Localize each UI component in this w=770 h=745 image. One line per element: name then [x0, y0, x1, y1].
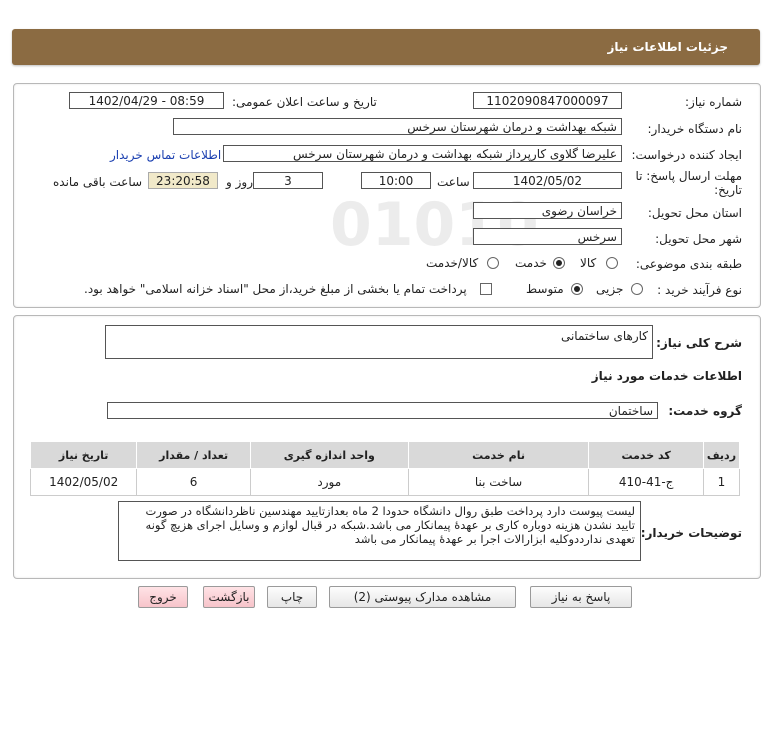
view-attachments-button[interactable]: مشاهده مدارک پیوستی (2): [329, 586, 516, 608]
col-header-service-name: نام خدمت: [408, 442, 589, 469]
deadline-date-label: تاریخ:: [714, 183, 742, 197]
requester-field: علیرضا گلاوی کارپرداز شبکه بهداشت و درمان شهرستان سرخس: [223, 145, 622, 162]
cell-row-number: 1: [703, 469, 739, 496]
process-option-minor: جزیی: [596, 282, 624, 296]
days-field: 3: [253, 172, 323, 189]
process-radio-medium[interactable]: [571, 283, 583, 295]
col-header-quantity: تعداد / مقدار: [137, 442, 251, 469]
need-info-panel: [13, 83, 761, 308]
days-label: روز و: [226, 175, 253, 189]
buyer-org-label: نام دستگاه خریدار:: [647, 122, 742, 136]
deadline-time-label: ساعت: [437, 175, 470, 189]
remaining-time-field: 23:20:58: [148, 172, 218, 189]
exit-button[interactable]: خروج: [138, 586, 188, 608]
cell-service-code: ج-41-410: [589, 469, 704, 496]
general-desc-field: کارهای ساختمانی: [105, 325, 653, 359]
deadline-date-field: 1402/05/02: [473, 172, 622, 189]
treasury-payment-note: پرداخت تمام یا بخشی از مبلغ خرید،از محل "اسناد خزانه اسلامی" خواهد بود.: [84, 282, 467, 296]
buyer-contact-link[interactable]: اطلاعات تماس خریدار: [110, 148, 222, 162]
process-option-medium: متوسط: [526, 282, 564, 296]
remaining-time-label: ساعت باقی مانده: [53, 175, 143, 189]
city-label: شهر محل تحویل:: [655, 232, 742, 246]
category-radio-service[interactable]: [553, 257, 565, 269]
cell-quantity: 6: [137, 469, 251, 496]
requester-label: ایجاد کننده درخواست:: [631, 148, 742, 162]
service-group-label: گروه خدمت:: [668, 404, 742, 418]
services-info-title: اطلاعات خدمات مورد نیاز: [591, 369, 742, 383]
buyer-notes-label: توضیحات خریدار:: [640, 526, 742, 540]
need-number-label: شماره نیاز:: [685, 95, 742, 109]
cell-need-date: 1402/05/02: [31, 469, 137, 496]
page-title: جزئیات اطلاعات نیاز: [607, 40, 728, 54]
back-button[interactable]: بازگشت: [203, 586, 255, 608]
category-radio-goods[interactable]: [606, 257, 618, 269]
city-field: سرخس: [473, 228, 622, 245]
buyer-org-field: شبکه بهداشت و درمان شهرستان سرخس: [173, 118, 622, 135]
deadline-label: مهلت ارسال پاسخ: تا: [635, 169, 742, 183]
cell-unit: مورد: [250, 469, 408, 496]
col-header-service-code: کد خدمت: [589, 442, 704, 469]
print-button[interactable]: چاپ: [267, 586, 317, 608]
table-row: [31, 469, 740, 496]
deadline-time-field: 10:00: [361, 172, 431, 189]
col-header-row-number: ردیف: [703, 442, 739, 469]
need-number-field: 1102090847000097: [473, 92, 622, 109]
col-header-need-date: تاریخ نیاز: [31, 442, 137, 469]
page-header: [12, 29, 760, 65]
reply-to-need-button[interactable]: پاسخ به نیاز: [530, 586, 632, 608]
province-label: استان محل تحویل:: [647, 206, 742, 220]
category-option-goods: کالا: [580, 256, 597, 270]
category-label: طبقه بندی موضوعی:: [635, 257, 742, 271]
category-option-service: خدمت: [515, 256, 547, 270]
announce-datetime-field: 1402/04/29 - 08:59: [69, 92, 224, 109]
cell-service-name: ساخت بنا: [408, 469, 589, 496]
province-field: خراسان رضوی: [473, 202, 622, 219]
general-desc-label: شرح کلی نیاز:: [656, 336, 742, 350]
services-table: [30, 441, 740, 496]
process-type-label: نوع فرآیند خرید :: [657, 283, 742, 297]
buyer-notes-field: لیست پیوست دارد پرداخت طبق روال دانشگاه حدودا 2 ماه بعدازتایید مهندسین ناظردانشگاه در صورت تایید نشدن هزینه دوباره کاری بر عهدهٔ پیمانکار می باشد.شبکه در قبال لوازم و وسایل اجرای هزیچ گونه تعهدی ندارددوکلیه ابزارالات اجرا بر عهدهٔ پیمانکار می باشد: [118, 501, 641, 561]
announce-datetime-label: تاریخ و ساعت اعلان عمومی:: [232, 95, 377, 109]
col-header-unit: واحد اندازه گیری: [250, 442, 408, 469]
service-group-field: ساختمان: [107, 402, 658, 419]
category-option-goods-service: کالا/خدمت: [426, 256, 479, 270]
table-header-row: [31, 442, 740, 469]
treasury-payment-checkbox[interactable]: [480, 283, 492, 295]
category-radio-goods-service[interactable]: [487, 257, 499, 269]
process-radio-minor[interactable]: [631, 283, 643, 295]
